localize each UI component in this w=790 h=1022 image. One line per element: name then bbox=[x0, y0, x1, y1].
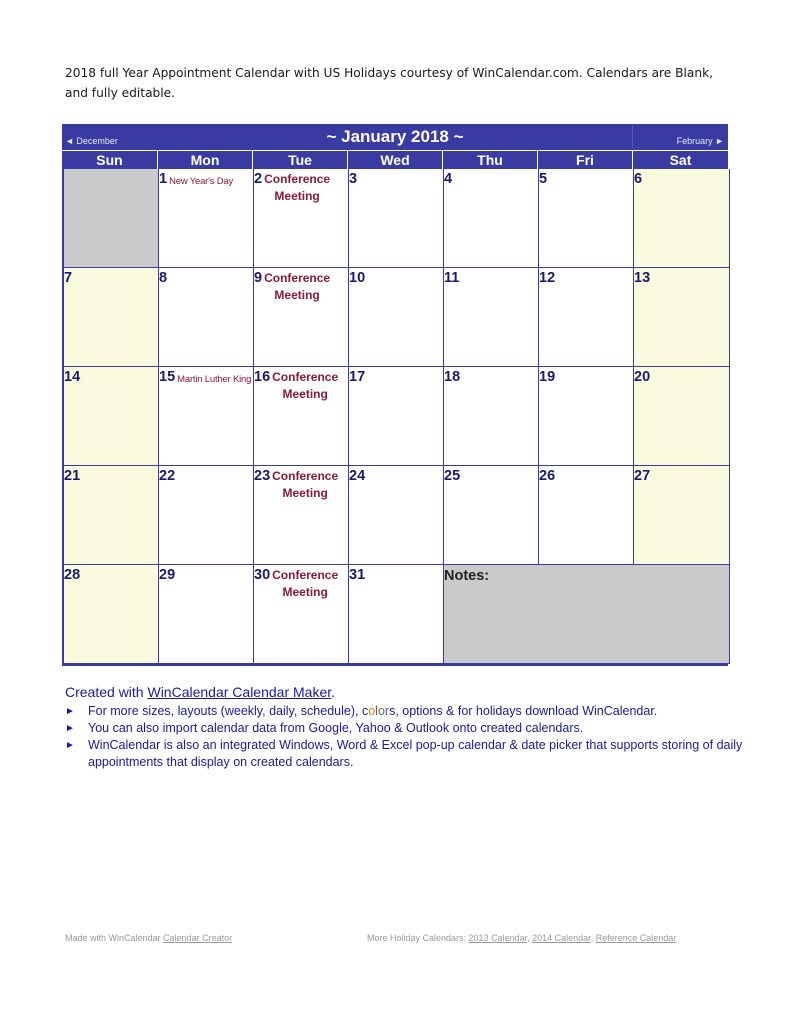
day-cell-2[interactable] bbox=[254, 169, 349, 268]
event-label[interactable] bbox=[272, 468, 338, 502]
day-number: 10 bbox=[349, 270, 366, 286]
bullet-text-pre: For more sizes, layouts (weekly, daily, schedule), bbox=[88, 704, 362, 718]
event-line: Meeting bbox=[274, 288, 320, 302]
day-cell-20[interactable] bbox=[634, 367, 730, 466]
colors-letter: r bbox=[384, 704, 390, 718]
weekday-header-row bbox=[62, 150, 728, 169]
day-number: 15 bbox=[159, 369, 176, 385]
day-number: 2 bbox=[254, 171, 263, 187]
day-number: 29 bbox=[159, 567, 176, 583]
event-line: Meeting bbox=[282, 486, 328, 500]
bullet-item bbox=[65, 720, 745, 737]
created-suffix: . bbox=[331, 684, 336, 700]
day-number: 23 bbox=[254, 468, 271, 484]
day-number: 18 bbox=[444, 369, 461, 385]
day-cell-24[interactable] bbox=[349, 466, 444, 565]
day-cell-15[interactable] bbox=[159, 367, 254, 466]
event-label[interactable] bbox=[264, 270, 330, 304]
day-cell-27[interactable] bbox=[634, 466, 730, 565]
day-number: 1 bbox=[159, 171, 168, 187]
footer-right-text: More Holiday Calendars: bbox=[367, 933, 469, 943]
bullet-text: WinCalendar is also an integrated Windows, Word & Excel pop-up calendar & date picker that supports storing of daily appointments that display on created calendars. bbox=[88, 738, 743, 769]
colors-letter: c bbox=[361, 704, 369, 718]
day-grid bbox=[62, 169, 728, 666]
footer-right bbox=[367, 933, 676, 943]
day-number: 4 bbox=[444, 171, 453, 187]
colors-letter: l bbox=[375, 704, 378, 718]
day-cell-6[interactable] bbox=[634, 169, 730, 268]
weekday-sat: Sat bbox=[632, 151, 728, 169]
day-number: 16 bbox=[254, 369, 271, 385]
day-number: 17 bbox=[349, 369, 366, 385]
day-number: 19 bbox=[539, 369, 556, 385]
prev-month-link[interactable]: ◄ December bbox=[65, 136, 118, 146]
day-cell-10[interactable] bbox=[349, 268, 444, 367]
weekday-fri: Fri bbox=[537, 151, 632, 169]
event-label[interactable] bbox=[272, 567, 338, 601]
bullet-item bbox=[65, 737, 745, 771]
day-cell-25[interactable] bbox=[444, 466, 539, 565]
day-number: 13 bbox=[634, 270, 651, 286]
day-cell-22[interactable] bbox=[159, 466, 254, 565]
event-line: Conference bbox=[264, 271, 331, 285]
day-cell-21[interactable] bbox=[64, 466, 159, 565]
event-line: Conference bbox=[272, 568, 339, 582]
day-number: 31 bbox=[349, 567, 366, 583]
weekday-tue: Tue bbox=[252, 151, 347, 169]
event-label[interactable] bbox=[264, 171, 330, 205]
colors-letter: o bbox=[377, 704, 385, 718]
day-cell-1[interactable] bbox=[159, 169, 254, 268]
intro-text: 2018 full Year Appointment Calendar with US Holidays courtesy of WinCalendar.com. Calendars are Blank, and fully editable. bbox=[65, 66, 714, 100]
day-number: 22 bbox=[159, 468, 176, 484]
colors-letter: o bbox=[368, 704, 376, 718]
empty-day-cell[interactable] bbox=[64, 169, 159, 268]
next-month-link[interactable]: February ► bbox=[676, 136, 724, 146]
calendar-2014-link[interactable]: 2014 Calendar bbox=[532, 933, 591, 943]
day-cell-5[interactable] bbox=[539, 169, 634, 268]
day-number: 3 bbox=[349, 171, 358, 187]
day-cell-23[interactable] bbox=[254, 466, 349, 565]
day-number: 12 bbox=[539, 270, 556, 286]
created-with-line bbox=[65, 684, 335, 700]
event-line: Conference bbox=[272, 469, 339, 483]
bullet-item bbox=[65, 703, 745, 720]
day-cell-11[interactable] bbox=[444, 268, 539, 367]
event-line: Meeting bbox=[274, 189, 320, 203]
day-cell-30[interactable] bbox=[254, 565, 349, 664]
event-line: Conference bbox=[264, 172, 331, 186]
day-cell-19[interactable] bbox=[539, 367, 634, 466]
bullet-text-post: , options & for holidays download WinCalendar. bbox=[395, 704, 658, 718]
day-number: 9 bbox=[254, 270, 263, 286]
weekday-wed: Wed bbox=[347, 151, 442, 169]
day-cell-14[interactable] bbox=[64, 367, 159, 466]
footer-sep: , bbox=[590, 933, 596, 943]
day-number: 21 bbox=[64, 468, 81, 484]
weekday-mon: Mon bbox=[157, 151, 252, 169]
day-number: 26 bbox=[539, 468, 556, 484]
wincalendar-maker-link[interactable]: WinCalendar Calendar Maker bbox=[147, 684, 332, 700]
day-cell-3[interactable] bbox=[349, 169, 444, 268]
calendar-creator-link[interactable]: Calendar Creator bbox=[163, 933, 233, 943]
day-cell-12[interactable] bbox=[539, 268, 634, 367]
day-number: 8 bbox=[159, 270, 168, 286]
bullet-arrow-icon: ► bbox=[65, 740, 75, 751]
reference-calendar-link[interactable]: Reference Calendar bbox=[595, 933, 677, 943]
colors-letter: s bbox=[389, 704, 396, 718]
footer-left-text: Made with WinCalendar bbox=[65, 933, 164, 943]
day-number: 5 bbox=[539, 171, 548, 187]
calendar bbox=[62, 124, 728, 666]
bullet-arrow-icon: ► bbox=[65, 706, 75, 717]
event-line: Conference bbox=[272, 370, 339, 384]
weekday-thu: Thu bbox=[442, 151, 537, 169]
day-cell-8[interactable] bbox=[159, 268, 254, 367]
day-cell-9[interactable] bbox=[254, 268, 349, 367]
calendar-header bbox=[62, 124, 728, 150]
day-cell-28[interactable] bbox=[64, 565, 159, 664]
day-number: 6 bbox=[634, 171, 643, 187]
holiday-label: New Year's Day bbox=[169, 176, 234, 187]
holiday-label: Martin Luther King bbox=[177, 374, 252, 385]
day-cell-4[interactable] bbox=[444, 169, 539, 268]
day-number: 30 bbox=[254, 567, 271, 583]
info-bullets bbox=[65, 703, 745, 771]
day-cell-17[interactable] bbox=[349, 367, 444, 466]
day-number: 28 bbox=[64, 567, 81, 583]
calendar-2013-link[interactable]: 2013 Calendar bbox=[468, 933, 528, 943]
header-divider bbox=[632, 126, 633, 148]
event-line: Meeting bbox=[282, 585, 328, 599]
month-title: ~ January 2018 ~ bbox=[326, 127, 464, 146]
day-cell-26[interactable] bbox=[539, 466, 634, 565]
day-number: 24 bbox=[349, 468, 366, 484]
bullet-text bbox=[88, 703, 657, 720]
event-line: Meeting bbox=[282, 387, 328, 401]
footer-left bbox=[65, 933, 232, 943]
day-cell-29[interactable] bbox=[159, 565, 254, 664]
day-number: 7 bbox=[64, 270, 73, 286]
day-cell-16[interactable] bbox=[254, 367, 349, 466]
day-cell-13[interactable] bbox=[634, 268, 730, 367]
bullet-text: You can also import calendar data from Google, Yahoo & Outlook onto created calendars. bbox=[88, 721, 584, 735]
bullet-arrow-icon: ► bbox=[65, 723, 75, 734]
footer-sep: , bbox=[527, 933, 533, 943]
event-label[interactable] bbox=[272, 369, 338, 403]
day-number: 14 bbox=[64, 369, 81, 385]
day-number: 25 bbox=[444, 468, 461, 484]
created-prefix: Created with bbox=[65, 684, 148, 700]
day-number: 20 bbox=[634, 369, 651, 385]
notes-label: Notes: bbox=[444, 568, 490, 584]
day-cell-18[interactable] bbox=[444, 367, 539, 466]
weekday-sun: Sun bbox=[96, 152, 123, 168]
day-cell-31[interactable] bbox=[349, 565, 444, 664]
day-number: 11 bbox=[444, 270, 460, 286]
day-number: 27 bbox=[634, 468, 651, 484]
day-cell-7[interactable] bbox=[64, 268, 159, 367]
colors-word bbox=[362, 704, 395, 718]
notes-cell[interactable] bbox=[444, 565, 730, 664]
